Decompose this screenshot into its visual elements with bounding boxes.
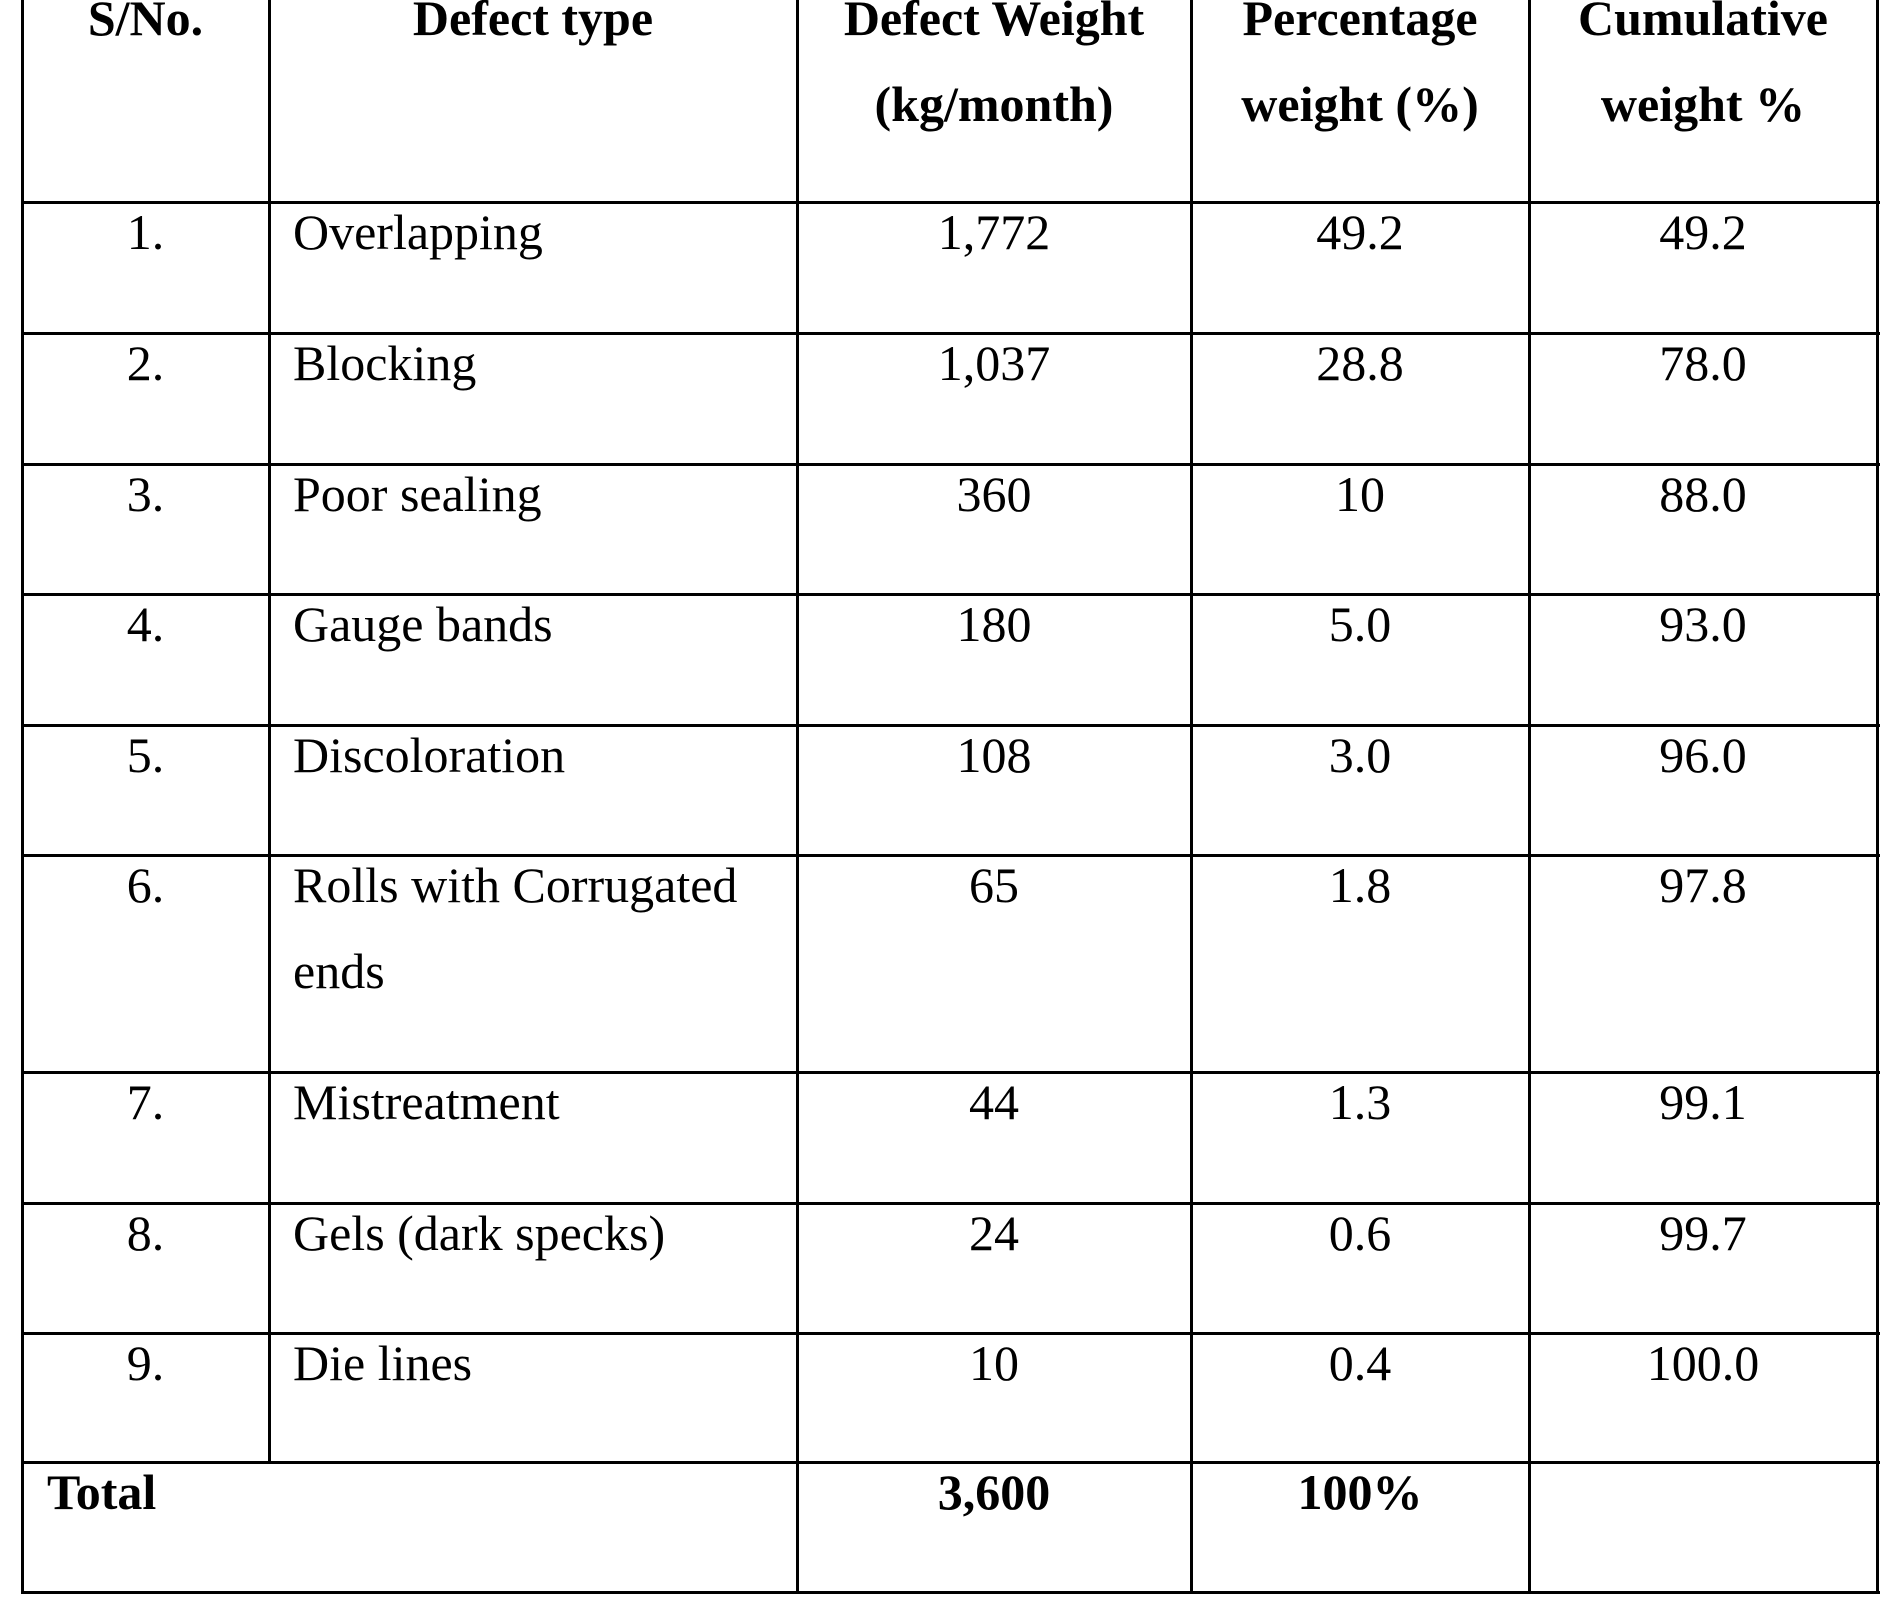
cell-weight: 108 [956,727,1032,783]
cell-percentage: 0.4 [1328,1335,1392,1391]
cell-sno: 5. [126,727,165,783]
cell-defect-type: Gauge bands [293,596,553,652]
cell-weight: 65 [969,857,1019,913]
header-sno: S/No. [87,0,204,46]
cell-defect-type: Rolls with Corrugated [293,857,738,913]
total-weight: 3,600 [937,1464,1051,1520]
header-cum: weight % [1600,76,1806,132]
cell-sno: 2. [126,335,165,391]
header-weight: (kg/month) [874,76,1114,132]
header-pct: weight (%) [1241,76,1479,132]
cell-defect-type: Die lines [293,1335,473,1391]
cell-weight: 44 [969,1074,1019,1130]
cell-percentage: 0.6 [1328,1205,1392,1261]
cell-percentage: 28.8 [1316,335,1404,391]
cell-percentage: 3.0 [1328,727,1392,783]
header-weight: Defect Weight [843,0,1145,46]
total-percentage: 100% [1297,1464,1423,1520]
cell-defect-type: Blocking [293,335,477,391]
cell-weight: 1,772 [937,204,1051,260]
cell-sno: 8. [126,1205,165,1261]
cell-cumulative: 88.0 [1659,466,1747,522]
cell-defect-type: Discoloration [293,727,566,783]
cell-weight: 24 [969,1205,1019,1261]
cell-percentage: 10 [1335,466,1385,522]
cell-sno: 4. [126,596,165,652]
cell-sno: 9. [126,1335,165,1391]
cell-defect-type: ends [293,943,385,999]
cell-percentage: 1.8 [1328,857,1392,913]
cell-weight: 180 [956,596,1032,652]
cell-defect-type: Overlapping [293,204,543,260]
header-pct: Percentage [1242,0,1478,46]
header-cum: Cumulative [1578,0,1828,46]
cell-cumulative: 78.0 [1659,335,1747,391]
cell-weight: 360 [956,466,1032,522]
header-defect-type: Defect type [412,0,654,46]
cell-cumulative: 96.0 [1659,727,1747,783]
cell-defect-type: Mistreatment [293,1074,560,1130]
cell-cumulative: 99.7 [1659,1205,1747,1261]
cell-cumulative: 97.8 [1659,857,1747,913]
cell-cumulative: 49.2 [1659,204,1747,260]
cell-sno: 6. [126,857,165,913]
cell-weight: 1,037 [937,335,1051,391]
cell-cumulative: 99.1 [1659,1074,1747,1130]
cell-percentage: 1.3 [1328,1074,1392,1130]
cell-cumulative: 93.0 [1659,596,1747,652]
row-divider [22,1591,1880,1594]
cell-defect-type: Poor sealing [293,466,542,522]
cell-sno: 3. [126,466,165,522]
cell-weight: 10 [969,1335,1019,1391]
cell-cumulative: 100.0 [1646,1335,1760,1391]
cell-percentage: 49.2 [1316,204,1404,260]
total-label: Total [47,1464,157,1520]
cell-percentage: 5.0 [1328,596,1392,652]
cell-defect-type: Gels (dark specks) [293,1205,666,1261]
cell-sno: 7. [126,1074,165,1130]
cell-sno: 1. [126,204,165,260]
